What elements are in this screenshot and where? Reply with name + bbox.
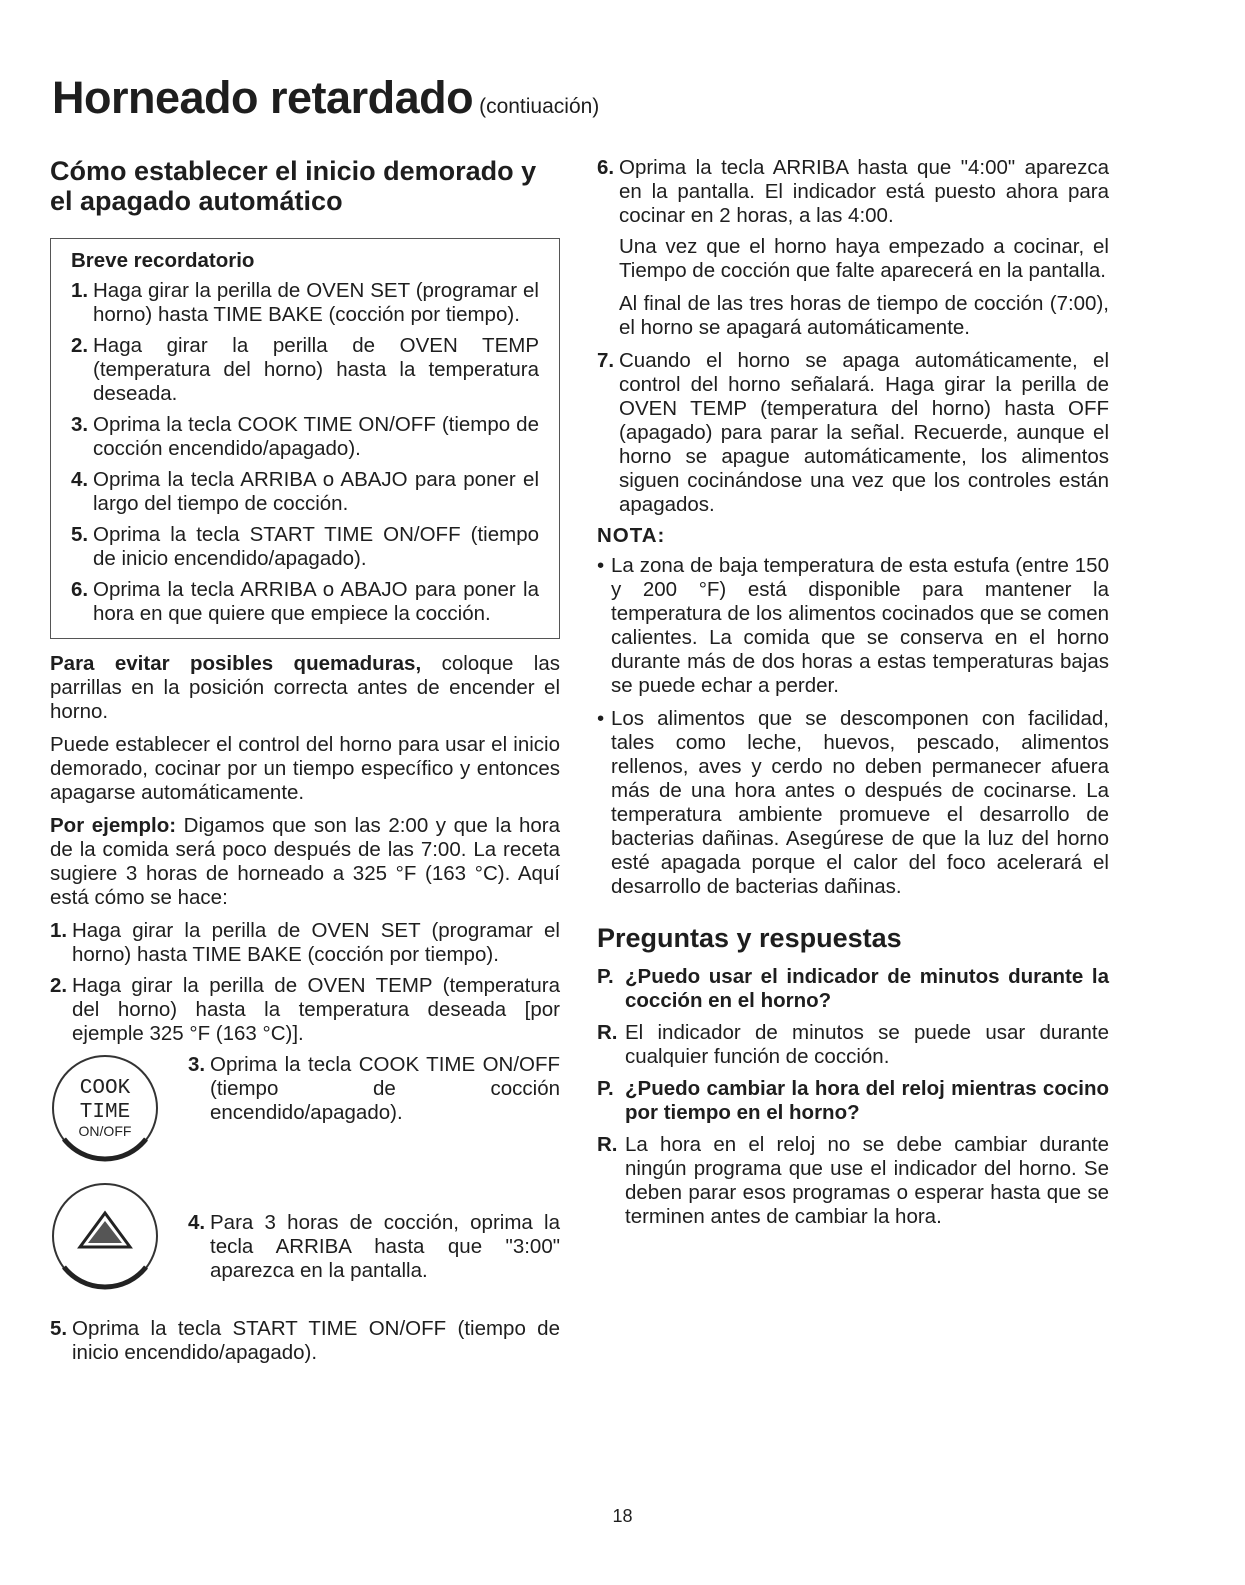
procedure-step <box>50 1317 560 1365</box>
note-bullet <box>597 554 1109 698</box>
reminder-step <box>71 413 539 461</box>
qa-mark: R. <box>597 1133 618 1156</box>
reminder-step <box>71 468 539 516</box>
page-number: 18 <box>612 1506 633 1526</box>
qa-mark: R. <box>597 1021 618 1044</box>
section-title-delayed-start: Cómo establecer el inicio demorado y el apagado automático <box>50 156 537 216</box>
step-text: Haga girar la perilla de OVEN SET (programar el horno) hasta TIME BAKE (cocción por tiempo). <box>72 919 560 966</box>
quick-reminder-list <box>71 279 539 626</box>
step-6-continuation: Al final de las tres horas de tiempo de cocción (7:00), el horno se apagará automáticamente. <box>619 292 1109 339</box>
reminder-step <box>71 523 539 571</box>
bullet-dot: • <box>597 707 605 730</box>
procedure-step <box>50 974 560 1046</box>
procedure-step <box>50 919 560 967</box>
step-number: 1. <box>71 279 89 302</box>
cook-time-step-row <box>50 1053 560 1163</box>
step-text: Oprima la tecla START TIME ON/OFF (tiempo de inicio encendido/apagado). <box>93 523 539 570</box>
step-text: Haga girar la perilla de OVEN TEMP (temperatura del horno) hasta la temperatura deseada [por ejemple 325 °F (163 °C)]. <box>72 974 560 1045</box>
step-text: Oprima la tecla ARRIBA hasta que "4:00" aparezca en la pantalla. El indicador está puesto ahora para cocinar en 2 horas, a las 4:00. <box>619 156 1109 227</box>
qa-mark: P. <box>597 1077 614 1100</box>
step-text: Oprima la tecla ARRIBA o ABAJO para poner el largo del tiempo de cocción. <box>93 468 539 515</box>
step-number: 4. <box>188 1211 206 1234</box>
step-number: 5. <box>71 523 89 546</box>
step-text: Oprima la tecla START TIME ON/OFF (tiempo de inicio encendido/apagado). <box>72 1317 560 1364</box>
up-key-step-row <box>50 1181 560 1291</box>
step-number: 4. <box>71 468 89 491</box>
qa-question <box>597 965 1109 1013</box>
procedure-step <box>597 349 1109 517</box>
cook-key-label-3: ON/OFF <box>78 1123 132 1139</box>
step-number: 5. <box>50 1317 68 1340</box>
qa-text: La hora en el reloj no se debe cambiar durante ningún programa que use el indicador del horno. Se deben parar esos programas o esperar hasta que se terminen antes de cambiar la hora. <box>625 1133 1109 1228</box>
step-number: 2. <box>50 974 68 997</box>
intro-paragraph: Puede establecer el control del horno para usar el inicio demorado, cocinar por un tiempo específico y entonces apagarse automáticamente. <box>50 733 560 804</box>
step-number: 6. <box>597 156 615 179</box>
section-title-qa: Preguntas y respuestas <box>597 923 902 953</box>
qa-question <box>597 1077 1109 1125</box>
step-text: Oprima la tecla ARRIBA o ABAJO para poner la hora en que quiere que empiece la cocción. <box>93 578 539 625</box>
up-arrow-key-icon <box>50 1181 160 1291</box>
burn-warning-bold: Para evitar posibles quemaduras, <box>50 652 422 675</box>
reminder-step <box>71 279 539 327</box>
cook-key-label-1: COOK <box>79 1077 131 1100</box>
qa-answer <box>597 1021 1109 1069</box>
burn-warning <box>50 652 560 724</box>
page-title-main: Horneado retardado <box>52 72 474 123</box>
cook-key-label-2: TIME <box>79 1101 131 1124</box>
reminder-step <box>71 578 539 626</box>
qa-answer <box>597 1133 1109 1229</box>
note-text: Los alimentos que se descomponen con facilidad, tales como leche, huevos, pescado, alimentos rellenos, aves y cerdo no deben permanecer afuera más de una hora antes o después de cocinarse. La temperatura ambiente promueve el desarrollo de bacterias dañinas. Asegúrese de que la luz del horno esté apagada porque el calor del foco acelerará el desarrollo de bacterias dañinas. <box>611 707 1109 898</box>
note-text: La zona de baja temperatura de esta estufa (entre 150 y 200 °F) está disponible para mantener la temperatura de los alimentos cocinados que se comen calientes. La comida que se conserva en el horno durante más de dos horas a estas temperaturas bajas se puede echar a perder. <box>611 554 1109 697</box>
qa-text: El indicador de minutos se puede usar durante cualquier función de cocción. <box>625 1021 1109 1068</box>
step-text: Oprima la tecla COOK TIME ON/OFF (tiempo de cocción encendido/apagado). <box>93 413 539 460</box>
cook-time-key-icon <box>50 1053 160 1163</box>
step-number: 2. <box>71 334 89 357</box>
step-number: 1. <box>50 919 68 942</box>
step-number: 3. <box>188 1053 206 1076</box>
note-bullet <box>597 707 1109 899</box>
left-column <box>50 156 560 1372</box>
qa-text: ¿Puedo cambiar la hora del reloj mientras cocino por tiempo en el horno? <box>625 1077 1109 1124</box>
procedure-step <box>188 1211 560 1283</box>
step-number: 6. <box>71 578 89 601</box>
example-label: Por ejemplo: <box>50 814 177 837</box>
burn-warning-text: coloque las parrillas en la posición correcta antes de encender el horno. <box>50 652 560 723</box>
step-text: Haga girar la perilla de OVEN SET (programar el horno) hasta TIME BAKE (cocción por tiempo). <box>93 279 539 326</box>
example-paragraph <box>50 814 560 910</box>
step-text: Oprima la tecla COOK TIME ON/OFF (tiempo de cocción encendido/apagado). <box>210 1053 560 1124</box>
procedure-step <box>597 156 1109 228</box>
note-title: NOTA: <box>597 524 666 547</box>
right-column <box>597 156 1109 1237</box>
quick-reminder-title: Breve recordatorio <box>71 249 255 272</box>
bullet-dot: • <box>597 554 605 577</box>
step-text: Para 3 horas de cocción, oprima la tecla ARRIBA hasta que "3:00" aparezca en la pantalla. <box>210 1211 560 1282</box>
step-6-continuation: Una vez que el horno haya empezado a cocinar, el Tiempo de cocción que falte aparecerá en la pantalla. <box>619 235 1109 282</box>
reminder-step <box>71 334 539 406</box>
example-text: Digamos que son las 2:00 y que la hora de la comida será poco después de las 7:00. La receta sugiere 3 horas de horneado a 325 °F (163 °C). Aquí está cómo se hace: <box>50 814 560 909</box>
qa-mark: P. <box>597 965 614 988</box>
qa-text: ¿Puedo usar el indicador de minutos durante la cocción en el horno? <box>625 965 1109 1012</box>
step-text: Cuando el horno se apaga automáticamente, el control del horno señalará. Haga girar la perilla de OVEN TEMP (temperatura del horno) hasta OFF (apagado) para parar la señal. Recuerde, aunque el horno se apague automáticamente, los alimentos siguen cocinándose una vez que los controles están apagados. <box>619 349 1109 516</box>
step-text: Haga girar la perilla de OVEN TEMP (temperatura del horno) hasta la temperatura deseada. <box>93 334 539 405</box>
quick-reminder-box <box>50 238 560 639</box>
procedure-step <box>188 1053 560 1125</box>
step-number: 7. <box>597 349 615 372</box>
page-title <box>52 72 599 124</box>
page-title-subtitle: (contiuación) <box>479 95 600 118</box>
step-number: 3. <box>71 413 89 436</box>
